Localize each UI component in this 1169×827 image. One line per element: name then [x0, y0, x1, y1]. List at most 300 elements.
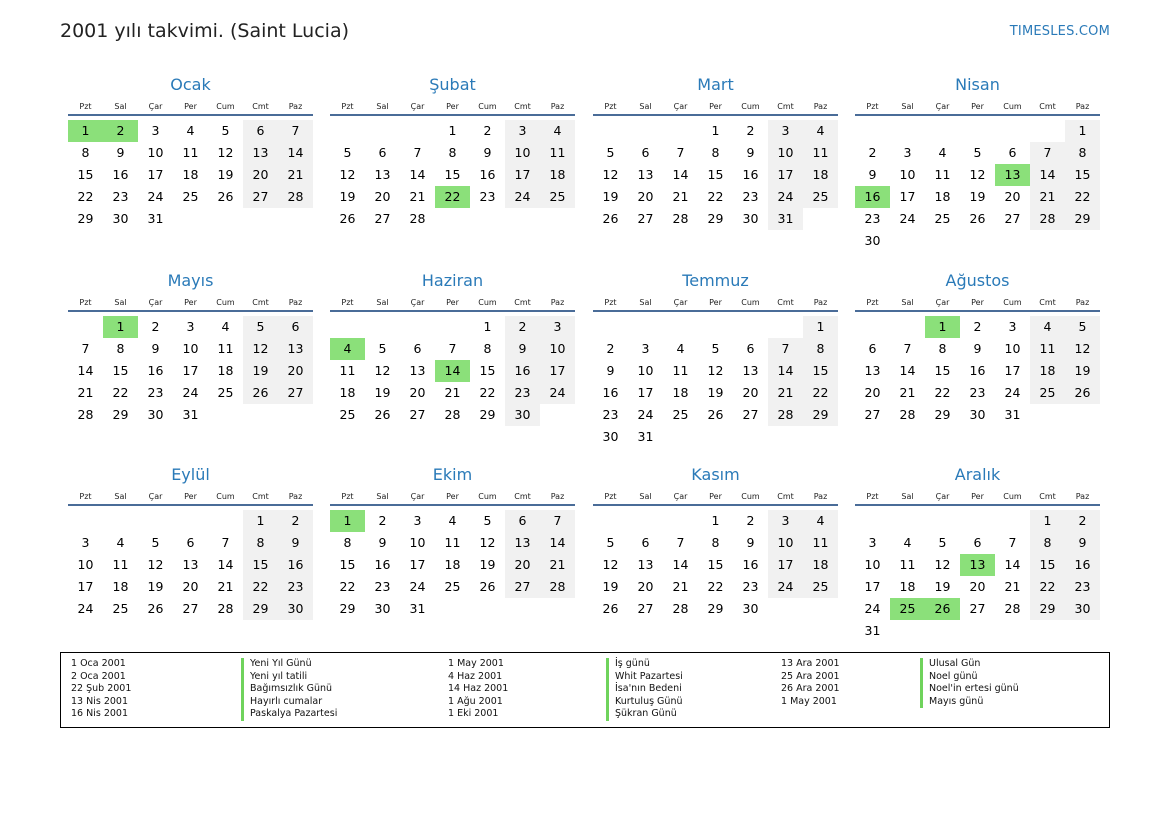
day-cell: 17: [147, 167, 164, 182]
day-cell: 3: [868, 535, 877, 550]
day-cell: 10: [409, 535, 426, 550]
day-cell: 7: [903, 341, 912, 356]
day-cell: 23: [112, 189, 129, 204]
day-cell: 24: [864, 601, 881, 616]
day-cell: 13: [243, 142, 278, 164]
day-cell: 8: [483, 341, 492, 356]
day-cell: 27: [505, 576, 540, 598]
day-cell: 20: [182, 579, 199, 594]
day-cell: 12: [479, 535, 496, 550]
holiday-name: Mayıs günü: [920, 696, 1019, 709]
day-cell: 22: [339, 579, 356, 594]
day-cell: 23: [278, 576, 313, 598]
weekday-label: Cmt: [252, 298, 269, 307]
day-cell: 28: [672, 211, 689, 226]
day-cell: 27: [374, 211, 391, 226]
holiday-date: 13 Ara 2001: [781, 658, 840, 669]
day-cell: 28: [1030, 208, 1065, 230]
weekday-label: Per: [709, 298, 722, 307]
holiday-date: 2 Oca 2001: [71, 670, 126, 682]
day-cell: 18: [803, 164, 838, 186]
day-cell: 30: [278, 598, 313, 620]
weekday-label: Sal: [639, 102, 652, 111]
day-cell: 30: [742, 601, 759, 616]
day-cell: 3: [505, 120, 540, 142]
day-cell: 5: [606, 145, 615, 160]
day-cell: 22: [77, 189, 94, 204]
holiday-list: [60, 652, 1110, 728]
weekday-label: Pzt: [604, 102, 617, 111]
day-cell: 6: [1008, 145, 1017, 160]
day-cell: 22: [112, 385, 129, 400]
day-cell: 15: [479, 363, 496, 378]
weekday-label: Pzt: [866, 102, 879, 111]
weekday-label: Cum: [478, 102, 497, 111]
day-cell: 11: [339, 363, 356, 378]
day-cell: 4: [903, 535, 912, 550]
weekday-label: Per: [971, 102, 984, 111]
day-cell: 6: [505, 510, 540, 532]
day-cell: 25: [934, 211, 951, 226]
day-cell: 22: [243, 576, 278, 598]
day-cell: 25: [217, 385, 234, 400]
weekday-header: [330, 99, 575, 116]
day-cell: 3: [903, 145, 912, 160]
day-cell: 10: [864, 557, 881, 572]
day-cell: 5: [343, 145, 352, 160]
day-cell: 16: [742, 167, 759, 182]
weekday-label: Paz: [288, 298, 303, 307]
day-cell: 30: [602, 429, 619, 444]
holiday-day-cell: 1: [103, 316, 138, 338]
weekday-label: Cum: [216, 298, 235, 307]
weekday-label: Cum: [741, 298, 760, 307]
day-cell: 24: [899, 211, 916, 226]
day-cell: 26: [339, 211, 356, 226]
day-cell: 15: [112, 363, 129, 378]
month-block: [68, 73, 313, 226]
day-cell: 5: [1065, 316, 1100, 338]
month-name: Mart: [697, 75, 734, 94]
day-cell: 5: [221, 123, 230, 138]
weekday-label: Cum: [478, 298, 497, 307]
day-cell: 3: [151, 123, 160, 138]
day-cell: 2: [868, 145, 877, 160]
weekday-label: Pzt: [341, 492, 354, 501]
weekday-label: Sal: [376, 102, 389, 111]
day-cell: 15: [243, 554, 278, 576]
month-name: Ocak: [170, 75, 211, 94]
weekday-label: Per: [709, 102, 722, 111]
day-cell: 9: [378, 535, 387, 550]
month-block: [330, 73, 575, 226]
day-cell: 20: [409, 385, 426, 400]
day-cell: 7: [540, 510, 575, 532]
weekday-label: Sal: [639, 298, 652, 307]
day-cell: 26: [1065, 382, 1100, 404]
day-cell: 10: [147, 145, 164, 160]
weekday-label: Per: [446, 298, 459, 307]
day-cell: 12: [374, 363, 391, 378]
holiday-name: Paskalya Pazartesi: [241, 708, 337, 721]
day-cell: 10: [1004, 341, 1021, 356]
day-cell: 5: [483, 513, 492, 528]
day-cell: 2: [278, 510, 313, 532]
weekday-label: Cum: [1003, 102, 1022, 111]
day-cell: 1: [711, 513, 720, 528]
day-cell: 4: [1030, 316, 1065, 338]
day-cell: 14: [672, 167, 689, 182]
holiday-day-cell: 13: [995, 164, 1030, 186]
day-cell: 3: [768, 510, 803, 532]
day-cell: 27: [243, 186, 278, 208]
day-cell: 31: [864, 623, 881, 638]
holiday-date: 14 Haz 2001: [448, 683, 509, 695]
day-cell: 14: [540, 532, 575, 554]
day-cell: 27: [742, 407, 759, 422]
day-cell: 16: [374, 557, 391, 572]
day-cell: 19: [374, 385, 391, 400]
day-cell: 3: [768, 120, 803, 142]
holiday-name: Ulusal Gün: [920, 658, 1019, 671]
day-cell: 9: [1065, 532, 1100, 554]
day-cell: 17: [409, 557, 426, 572]
day-cell: 11: [217, 341, 234, 356]
weekday-label: Per: [184, 492, 197, 501]
holiday-day-cell: 14: [435, 360, 470, 382]
month-block: [855, 73, 1100, 248]
day-cell: 15: [707, 557, 724, 572]
month-name: Temmuz: [682, 271, 749, 290]
day-cell: 5: [606, 535, 615, 550]
weekday-label: Paz: [1075, 298, 1090, 307]
holiday-day-cell: 1: [68, 120, 103, 142]
weekday-label: Per: [971, 492, 984, 501]
day-cell: 6: [746, 341, 755, 356]
day-cell: 18: [540, 164, 575, 186]
day-cell: 21: [768, 382, 803, 404]
month-block: [68, 269, 313, 422]
weekday-label: Pzt: [79, 492, 92, 501]
weekday-label: Cmt: [252, 102, 269, 111]
day-cell: 9: [606, 363, 615, 378]
day-cell: 9: [746, 145, 755, 160]
weekday-header: [593, 489, 838, 506]
day-cell: 25: [672, 407, 689, 422]
day-cell: 9: [116, 145, 125, 160]
day-cell: 15: [803, 360, 838, 382]
day-cell: 25: [1030, 382, 1065, 404]
holiday-day-cell: 2: [103, 120, 138, 142]
day-cell: 6: [413, 341, 422, 356]
day-cell: 9: [505, 338, 540, 360]
day-cell: 8: [243, 532, 278, 554]
day-cell: 24: [182, 385, 199, 400]
day-cell: 8: [711, 145, 720, 160]
day-cell: 11: [803, 142, 838, 164]
day-cell: 11: [444, 535, 461, 550]
weekday-label: Cmt: [252, 492, 269, 501]
day-cell: 15: [444, 167, 461, 182]
day-cell: 19: [147, 579, 164, 594]
day-cell: 29: [243, 598, 278, 620]
holiday-name: İş günü: [606, 658, 683, 671]
day-cell: 26: [602, 601, 619, 616]
day-cell: 8: [938, 341, 947, 356]
month-block: [330, 269, 575, 422]
weekday-label: Cmt: [514, 298, 531, 307]
holiday-date: 1 Eki 2001: [448, 708, 499, 720]
day-cell: 4: [186, 123, 195, 138]
day-cell: 11: [934, 167, 951, 182]
day-cell: 15: [1065, 164, 1100, 186]
day-cell: 20: [243, 164, 278, 186]
weekday-header: [855, 295, 1100, 312]
day-cell: 14: [1030, 164, 1065, 186]
day-cell: 5: [973, 145, 982, 160]
day-cell: 17: [768, 164, 803, 186]
day-cell: 9: [483, 145, 492, 160]
day-cell: 23: [505, 382, 540, 404]
day-cell: 15: [1030, 554, 1065, 576]
weekday-label: Per: [446, 492, 459, 501]
holiday-name: Yeni yıl tatili: [241, 671, 337, 684]
day-cell: 21: [409, 189, 426, 204]
weekday-label: Sal: [901, 492, 914, 501]
weekday-label: Sal: [114, 492, 127, 501]
day-cell: 11: [899, 557, 916, 572]
day-cell: 30: [1065, 598, 1100, 620]
day-cell: 13: [278, 338, 313, 360]
day-cell: 18: [934, 189, 951, 204]
day-cell: 19: [602, 189, 619, 204]
day-cell: 29: [934, 407, 951, 422]
weekday-label: Sal: [901, 102, 914, 111]
day-cell: 2: [746, 513, 755, 528]
weekday-label: Cum: [1003, 298, 1022, 307]
day-cell: 14: [768, 360, 803, 382]
weekday-label: Cum: [741, 492, 760, 501]
day-cell: 26: [217, 189, 234, 204]
holiday-day-cell: 26: [925, 598, 960, 620]
day-cell: 8: [1030, 532, 1065, 554]
holiday-day-cell: 13: [960, 554, 995, 576]
day-cell: 1: [243, 510, 278, 532]
weekday-label: Cmt: [777, 492, 794, 501]
day-cell: 11: [182, 145, 199, 160]
day-cell: 14: [217, 557, 234, 572]
day-cell: 6: [973, 535, 982, 550]
day-cell: 14: [899, 363, 916, 378]
day-cell: 30: [742, 211, 759, 226]
holiday-name: İsa'nın Bedeni: [606, 683, 683, 696]
day-cell: 11: [672, 363, 689, 378]
weekday-label: Sal: [376, 298, 389, 307]
day-cell: 31: [1004, 407, 1021, 422]
holiday-date: 1 May 2001: [781, 695, 837, 707]
day-cell: 8: [81, 145, 90, 160]
day-cell: 2: [606, 341, 615, 356]
day-cell: 10: [505, 142, 540, 164]
day-cell: 2: [483, 123, 492, 138]
day-cell: 16: [505, 360, 540, 382]
day-cell: 19: [602, 579, 619, 594]
day-cell: 29: [707, 601, 724, 616]
holiday-name: Şükran Günü: [606, 708, 683, 721]
month-name: Mayıs: [167, 271, 214, 290]
day-cell: 25: [339, 407, 356, 422]
weekday-label: Per: [971, 298, 984, 307]
day-cell: 3: [641, 341, 650, 356]
weekday-label: Cmt: [1039, 492, 1056, 501]
weekday-label: Paz: [1075, 102, 1090, 111]
day-cell: 13: [409, 363, 426, 378]
day-cell: 28: [278, 186, 313, 208]
day-cell: 19: [969, 189, 986, 204]
day-cell: 23: [374, 579, 391, 594]
day-cell: 10: [182, 341, 199, 356]
month-block: [68, 463, 313, 616]
day-cell: 1: [483, 319, 492, 334]
holiday-name: Kurtuluş Günü: [606, 696, 683, 709]
day-cell: 12: [602, 167, 619, 182]
holiday-names-col-1: [241, 658, 337, 721]
day-cell: 1: [803, 316, 838, 338]
day-cell: 13: [637, 557, 654, 572]
day-cell: 29: [1030, 598, 1065, 620]
day-cell: 8: [803, 338, 838, 360]
day-cell: 15: [339, 557, 356, 572]
month-name: Aralık: [954, 465, 1001, 484]
day-cell: 4: [938, 145, 947, 160]
day-cell: 21: [278, 164, 313, 186]
weekday-label: Pzt: [341, 102, 354, 111]
weekday-label: Çar: [410, 492, 425, 501]
holiday-day-cell: 22: [435, 186, 470, 208]
day-cell: 20: [969, 579, 986, 594]
day-cell: 4: [803, 120, 838, 142]
day-cell: 17: [1004, 363, 1021, 378]
day-cell: 23: [479, 189, 496, 204]
weekday-label: Cum: [478, 492, 497, 501]
day-cell: 2: [1065, 510, 1100, 532]
weekday-label: Çar: [673, 298, 688, 307]
month-name: Eylül: [171, 465, 210, 484]
day-cell: 10: [768, 532, 803, 554]
day-cell: 10: [899, 167, 916, 182]
weekday-label: Paz: [550, 102, 565, 111]
day-cell: 4: [803, 510, 838, 532]
holiday-day-cell: 1: [330, 510, 365, 532]
weekday-header: [68, 489, 313, 506]
day-cell: 11: [540, 142, 575, 164]
day-cell: 5: [711, 341, 720, 356]
day-cell: 27: [637, 601, 654, 616]
day-cell: 27: [1004, 211, 1021, 226]
holiday-name: Yeni Yıl Günü: [241, 658, 337, 671]
day-cell: 23: [147, 385, 164, 400]
day-cell: 3: [540, 316, 575, 338]
weekday-label: Çar: [410, 102, 425, 111]
day-cell: 2: [151, 319, 160, 334]
weekday-label: Çar: [148, 102, 163, 111]
weekday-label: Paz: [288, 102, 303, 111]
day-cell: 25: [112, 601, 129, 616]
day-cell: 16: [602, 385, 619, 400]
month-block: [593, 269, 838, 444]
site-link[interactable]: TIMESLES.COM: [1009, 24, 1110, 39]
month-block: [855, 463, 1100, 638]
holiday-name: Whit Pazartesi: [606, 671, 683, 684]
day-cell: 17: [768, 554, 803, 576]
day-cell: 27: [182, 601, 199, 616]
weekday-label: Cmt: [777, 298, 794, 307]
day-cell: 13: [864, 363, 881, 378]
day-cell: 25: [444, 579, 461, 594]
day-cell: 18: [444, 557, 461, 572]
day-cell: 21: [217, 579, 234, 594]
day-cell: 1: [1030, 510, 1065, 532]
holiday-date: 4 Haz 2001: [448, 670, 503, 682]
weekday-label: Çar: [935, 298, 950, 307]
day-cell: 22: [479, 385, 496, 400]
day-cell: 17: [864, 579, 881, 594]
day-cell: 27: [409, 407, 426, 422]
weekday-label: Çar: [673, 102, 688, 111]
weekday-label: Sal: [376, 492, 389, 501]
weekday-label: Pzt: [866, 492, 879, 501]
day-cell: 2: [973, 319, 982, 334]
day-cell: 21: [672, 579, 689, 594]
day-cell: 31: [182, 407, 199, 422]
holiday-day-cell: 1: [925, 316, 960, 338]
weekday-label: Per: [709, 492, 722, 501]
day-cell: 16: [969, 363, 986, 378]
day-cell: 7: [676, 145, 685, 160]
weekday-label: Cum: [216, 102, 235, 111]
weekday-label: Paz: [813, 492, 828, 501]
day-cell: 9: [151, 341, 160, 356]
day-cell: 29: [707, 211, 724, 226]
day-cell: 24: [540, 382, 575, 404]
day-cell: 6: [186, 535, 195, 550]
weekday-label: Pzt: [341, 298, 354, 307]
holiday-date: 13 Nis 2001: [71, 695, 128, 707]
day-cell: 18: [217, 363, 234, 378]
weekday-label: Per: [184, 102, 197, 111]
weekday-label: Pzt: [604, 298, 617, 307]
day-cell: 4: [448, 513, 457, 528]
day-cell: 28: [409, 211, 426, 226]
month-block: [855, 269, 1100, 422]
day-cell: 16: [278, 554, 313, 576]
weekday-label: Çar: [148, 492, 163, 501]
weekday-label: Cum: [741, 102, 760, 111]
day-cell: 5: [151, 535, 160, 550]
day-cell: 26: [243, 382, 278, 404]
day-cell: 20: [637, 189, 654, 204]
day-cell: 29: [479, 407, 496, 422]
day-cell: 28: [1004, 601, 1021, 616]
day-cell: 5: [378, 341, 387, 356]
day-cell: 21: [1004, 579, 1021, 594]
day-cell: 17: [77, 579, 94, 594]
day-cell: 7: [81, 341, 90, 356]
day-cell: 20: [742, 385, 759, 400]
weekday-label: Paz: [550, 492, 565, 501]
day-cell: 20: [374, 189, 391, 204]
holiday-name: Noel'in ertesi günü: [920, 683, 1019, 696]
